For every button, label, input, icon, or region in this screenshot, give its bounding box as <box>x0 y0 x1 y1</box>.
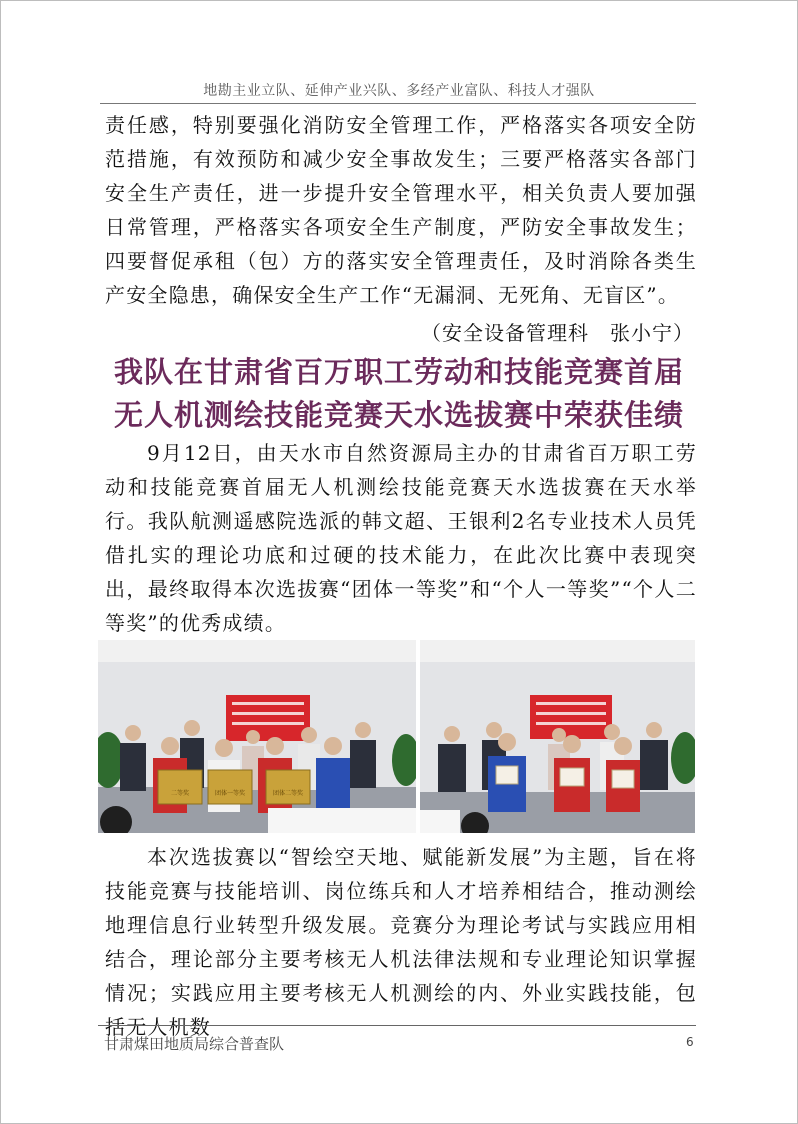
article-paragraph-1: 9月12日，由天水市自然资源局主办的甘肃省百万职工劳动和技能竞赛首届无人机测绘技能竞赛天水选拔赛在天水举行。我队航测遥感院选派的韩文超、王银利2名专业技术人员凭借扎实的理论功底和过硬的技术能力，在此次比赛中表现突出，最终取得本次选拔赛“团体一等奖”和“个人一等奖”“个人二等奖”的优秀成绩。 <box>105 441 697 635</box>
plaque-3-text: 团体二等奖 <box>272 790 304 797</box>
award-photo-1-illustration <box>98 640 416 833</box>
plaque-2-text: 团体一等奖 <box>214 790 246 797</box>
footer-organization: 甘肃煤田地质局综合普查队 <box>104 1035 285 1053</box>
award-plaque-1 <box>158 770 202 804</box>
award-group-photo-2 <box>420 640 695 833</box>
previous-article-signature: （安全设备管理科 张小宁） <box>421 321 694 345</box>
award-plaque-2 <box>208 770 252 804</box>
article-title-line-2: 无人机测绘技能竞赛天水选拔赛中荣获佳绩 <box>113 398 684 432</box>
header-slogan: 地勘主业立队、延伸产业兴队、多经产业富队、科技人才强队 <box>203 83 595 99</box>
plaque-1-text: 二等奖 <box>170 790 190 797</box>
award-photo-2-illustration <box>420 640 695 833</box>
award-plaque-3 <box>266 770 310 804</box>
article-title-line-1: 我队在甘肃省百万职工劳动和技能竞赛首届 <box>113 355 684 389</box>
header-divider <box>100 103 696 104</box>
page-number: 6 <box>686 1035 694 1049</box>
article-paragraph-2: 本次选拔赛以“智绘空天地、赋能新发展”为主题，旨在将技能竞赛与技能培训、岗位练兵和人才培养相结合，推动测绘地理信息行业转型升级发展。竞赛分为理论考试与实践应用相结合，理论部分主要考核无人机法律法规和专业理论知识掌握情况；实践应用主要考核无人机测绘的内、外业实践技能，包括无人机数 <box>105 845 697 1039</box>
previous-article-paragraph: 责任感，特别要强化消防安全管理工作，严格落实各项安全防范措施，有效预防和减少安全事故发生；三要严格落实各部门安全生产责任，进一步提升安全管理水平，相关负责人要加强日常管理，严格落实各项安全生产制度，严防安全事故发生；四要督促承租（包）方的落实安全管理责任，及时消除各类生产安全隐患，确保安全生产工作“无漏洞、无死角、无盲区”。 <box>105 113 697 307</box>
footer-divider <box>98 1025 696 1026</box>
award-group-photo-1 <box>98 640 416 833</box>
